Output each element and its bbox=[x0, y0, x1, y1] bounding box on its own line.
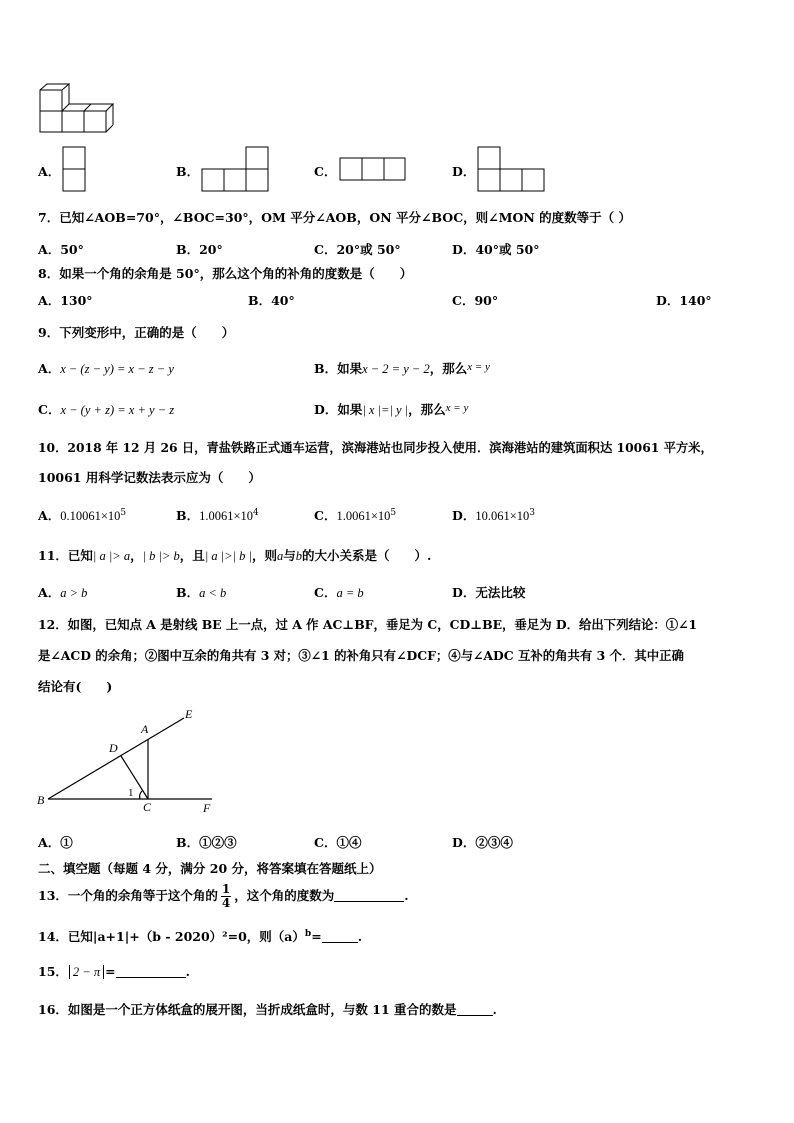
point-label-f: F bbox=[203, 801, 211, 815]
q6-option-a-label: A． bbox=[38, 164, 61, 179]
q8-option-a: A．130° bbox=[38, 293, 93, 308]
q14-question: 14．已知|a+1|+（b - 2020）²=0，则$(a)^b=$ . bbox=[38, 928, 363, 944]
q8-stem: 8．如果一个角的余角是 50°，那么这个角的补角的度数是（ ） bbox=[38, 266, 413, 281]
q6-option-b-label: B． bbox=[176, 164, 200, 179]
q11-option-c: C．a = b bbox=[314, 585, 364, 600]
point-label-d: D bbox=[109, 741, 118, 755]
q11-option-a: A．a > b bbox=[38, 585, 88, 600]
q10-stem-line1: 10．2018 年 12 月 26 日，青盐铁路正式通车运营，滨海港站也同步投入使用．滨海港站的建筑面积达 10061 平方米， bbox=[38, 440, 713, 455]
q13-answer-blank[interactable] bbox=[334, 888, 404, 902]
q8-option-c: C．90° bbox=[452, 293, 499, 308]
q15-abs-expr: 2 − π bbox=[69, 965, 104, 979]
q8-option-b: B．40° bbox=[248, 293, 295, 308]
q6-option-d-label: D． bbox=[452, 164, 476, 179]
q9-option-b: B．如果x − 2 = y − 2，那么x = y bbox=[314, 361, 490, 376]
q6-option-c-label: C． bbox=[314, 164, 337, 179]
section-2-title: 二、填空题（每题 4 分，满分 20 分，将答案填在答题纸上） bbox=[38, 861, 382, 876]
q10-stem-line2: 10061 用科学记数法表示应为（ ） bbox=[38, 470, 261, 485]
q9-option-c: C．x − (y + z) = x + y − z bbox=[38, 402, 175, 417]
q6-option-a-figure bbox=[62, 146, 86, 192]
q10-option-b: B．$1.0061\times 10^4$ bbox=[176, 507, 259, 523]
q6-option-c-figure bbox=[339, 157, 406, 181]
q16-question: 16．如图是一个正方体纸盒的展开图，当折成纸盒时，与数 11 重合的数是 . bbox=[38, 1002, 497, 1017]
q10-option-a: A．$0.10061\times 10^5$ bbox=[38, 507, 127, 523]
q6-option-b-figure bbox=[201, 146, 269, 192]
q12-stem-line1: 12．如图，已知点 A 是射线 BE 上一点，过 A 作 AC⊥BF，垂足为 C，CD⊥BE，垂足为 D．给出下列结论：①∠1 bbox=[38, 617, 698, 632]
point-label-e: E bbox=[185, 707, 193, 721]
q8-option-d: D．140° bbox=[656, 293, 712, 308]
point-label-a: A bbox=[141, 722, 149, 736]
q7-option-c: C．20°或 50° bbox=[314, 242, 401, 257]
q9-option-d: D．如果| x |=| y |，那么x = y bbox=[314, 402, 469, 417]
fraction-one-quarter: $\frac{1}{4}$ bbox=[221, 882, 231, 910]
cube-stack-figure bbox=[38, 82, 120, 134]
q11-option-d: D．无法比较 bbox=[452, 585, 526, 600]
q9-option-a-expr: x − (z − y) = x − z − y bbox=[60, 362, 174, 376]
q6-option-d-figure bbox=[477, 146, 545, 192]
q9-stem: 9．下列变形中，正确的是（ ） bbox=[38, 325, 235, 340]
q13-question: 13．一个角的余角等于这个角的 $\frac{1}{4}$ ，这个角的度数为 . bbox=[38, 882, 409, 910]
q9-option-d-expr: | x |=| y | bbox=[362, 403, 409, 417]
q12-option-c: C．①④ bbox=[314, 835, 362, 850]
q9-option-b-expr: x − 2 = y − 2 bbox=[362, 362, 430, 376]
q10-option-d: D．$10.061\times 10^3$ bbox=[452, 507, 536, 523]
point-label-b: B bbox=[37, 793, 45, 807]
q10-option-c: C．$1.0061\times 10^5$ bbox=[314, 507, 397, 523]
q11-stem: 11．已知| a |> a，| b |> b，且| a |>| b |，则a与b的大小关系是（ ）. bbox=[38, 548, 432, 563]
q7-option-a: A．50° bbox=[38, 242, 84, 257]
q16-answer-blank[interactable] bbox=[457, 1002, 493, 1016]
q12-geometry-figure bbox=[34, 705, 224, 817]
q11-option-b: B．a < b bbox=[176, 585, 227, 600]
point-label-c: C bbox=[143, 800, 152, 814]
q12-option-b: B．①②③ bbox=[176, 835, 237, 850]
q15-question: 15． 2 − π = . bbox=[38, 964, 190, 979]
q12-stem-line2: 是∠ACD 的余角；②图中互余的角共有 3 对；③∠1 的补角只有∠DCF；④与∠ADC 互补的角共有 3 个．其中正确 bbox=[38, 648, 684, 663]
q12-stem-line3: 结论有( ) bbox=[38, 679, 113, 694]
q12-option-d: D．②③④ bbox=[452, 835, 513, 850]
angle-label-1: 1 bbox=[128, 787, 134, 799]
q15-answer-blank[interactable] bbox=[116, 964, 186, 978]
q7-stem: 7．已知∠AOB=70°，∠BOC=30°，OM 平分∠AOB，ON 平分∠BOC，则∠MON 的度数等于（ ） bbox=[38, 210, 631, 225]
q14-answer-blank[interactable] bbox=[322, 929, 358, 943]
q9-option-a: A．x − (z − y) = x − z − y bbox=[38, 361, 174, 376]
q9-option-c-expr: x − (y + z) = x + y − z bbox=[60, 403, 175, 417]
q7-option-b: B．20° bbox=[176, 242, 223, 257]
q7-option-d: D．40°或 50° bbox=[452, 242, 540, 257]
q12-option-a: A．① bbox=[38, 835, 73, 850]
